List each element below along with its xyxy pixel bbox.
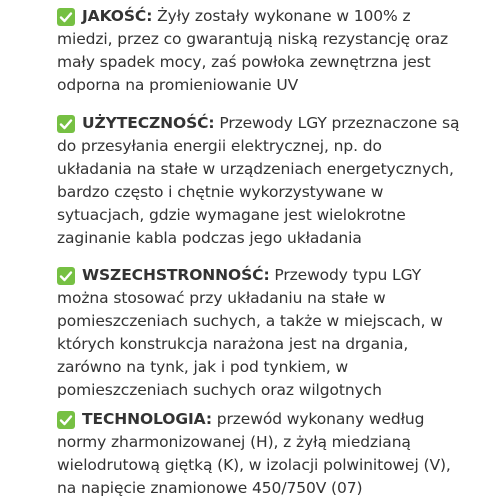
feature-text-line: wielodrutową giętką (K), w izolacji polwinitowej (V), bbox=[57, 456, 451, 474]
feature-text-line: normy zharmonizowanej (H), z żyłą miedzianą bbox=[57, 433, 411, 451]
feature-first-line bbox=[57, 408, 497, 431]
feature-first-line bbox=[57, 5, 497, 28]
check-mark-icon bbox=[57, 8, 75, 26]
feature-first-line bbox=[57, 112, 497, 135]
feature-text: przewód wykonany według bbox=[211, 410, 425, 428]
feature-text-line: zaginanie kabla podczas jego układania bbox=[57, 229, 362, 247]
feature-usability bbox=[57, 112, 497, 250]
feature-text-line: układania na stałe w urządzeniach energetycznych, bbox=[57, 160, 454, 178]
check-mark-icon bbox=[57, 411, 75, 429]
feature-text-line: pomieszczeniach suchych, a także w miejscach, w bbox=[57, 312, 443, 330]
feature-text: Przewody typu LGY bbox=[269, 266, 422, 284]
feature-quality bbox=[57, 5, 497, 97]
feature-title: JAKOŚĆ: bbox=[82, 7, 153, 25]
feature-text: Żyły zostały wykonane w 100% z bbox=[152, 7, 411, 25]
feature-text: Przewody LGY przeznaczone są bbox=[214, 114, 460, 132]
feature-text-line: odporna na promieniowanie UV bbox=[57, 76, 299, 94]
feature-title: TECHNOLOGIA: bbox=[82, 410, 212, 428]
feature-text-line: do przesyłania energii elektrycznej, np. do bbox=[57, 137, 382, 155]
feature-text-line: na napięcie znamionowe 450/750V (07) bbox=[57, 479, 363, 497]
feature-first-line bbox=[57, 264, 497, 287]
feature-text-line: bardzo często i chętnie wykorzystywane w bbox=[57, 183, 384, 201]
feature-text-line: miedzi, przez co gwarantują niską rezystancję oraz bbox=[57, 30, 449, 48]
feature-title: UŻYTECZNOŚĆ: bbox=[82, 114, 215, 132]
check-mark-icon bbox=[57, 115, 75, 133]
feature-title: WSZECHSTRONNOŚĆ: bbox=[82, 266, 270, 284]
feature-technology bbox=[57, 408, 497, 500]
feature-text-line: mały spadek mocy, zaś powłoka zewnętrzna jest bbox=[57, 53, 431, 71]
check-mark-icon bbox=[57, 267, 75, 285]
feature-text-line: pomieszczeniach suchych oraz wilgotnych bbox=[57, 381, 382, 399]
feature-versatility bbox=[57, 264, 497, 402]
feature-text-line: sytuacjach, gdzie wymagane jest wielokrotne bbox=[57, 206, 406, 224]
feature-text-line: zarówno na tynk, jak i pod tynkiem, w bbox=[57, 358, 349, 376]
feature-text-line: których konstrukcja narażona jest na drgania, bbox=[57, 335, 409, 353]
feature-text-line: można stosować przy układaniu na stałe w bbox=[57, 289, 386, 307]
